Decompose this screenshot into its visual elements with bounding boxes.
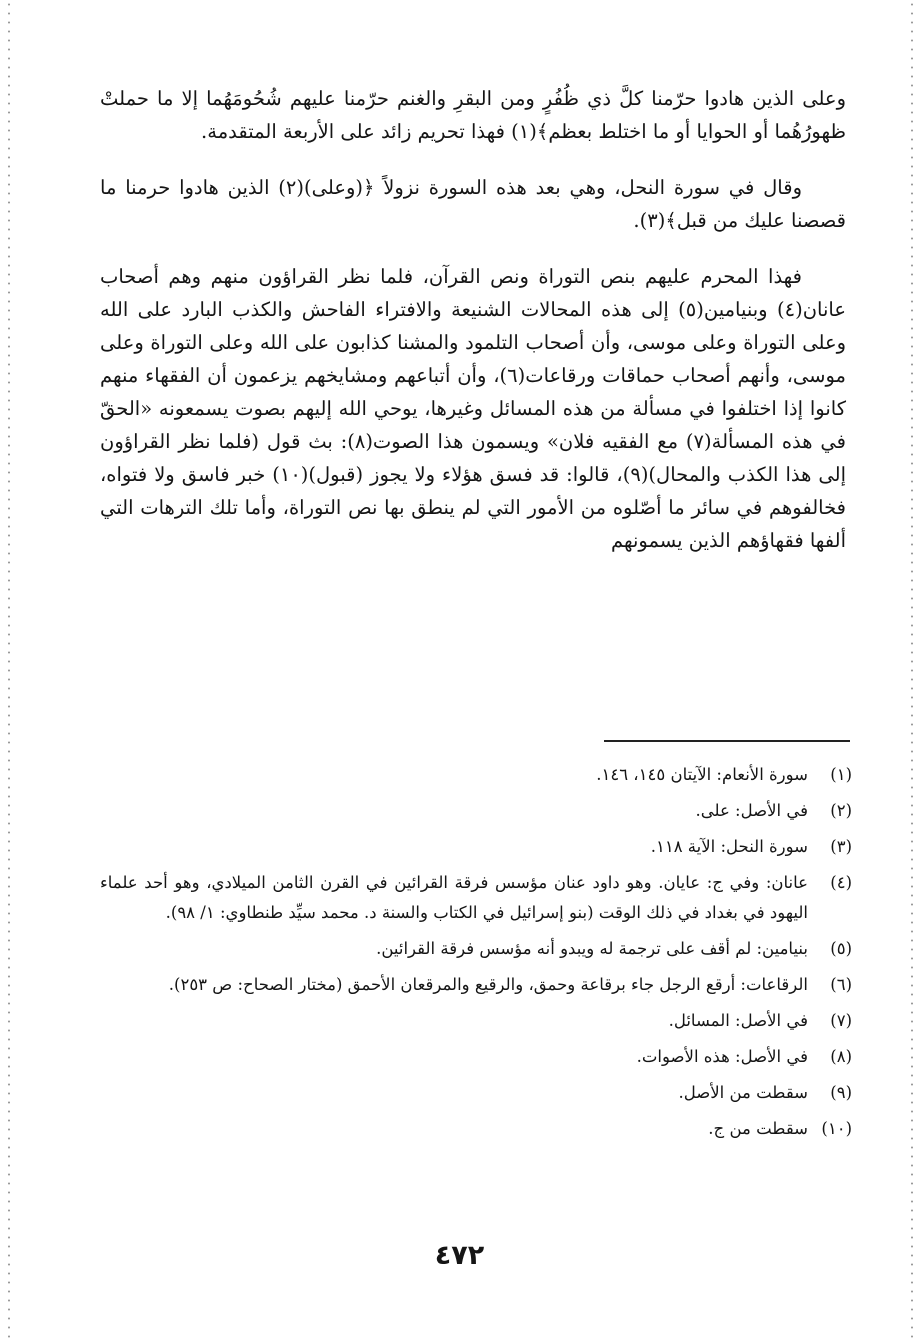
footnote: [100, 970, 852, 1000]
footnote: [100, 1078, 852, 1108]
footnote-text: في الأصل: هذه الأصوات.: [636, 1047, 808, 1066]
footnote-number: (٨): [830, 1047, 852, 1066]
footnote-number: (١): [830, 765, 852, 784]
footnote-separator: [604, 740, 850, 742]
footnote-number: (١٠): [821, 1119, 852, 1138]
footnote-text: سقطت من ج.: [708, 1119, 808, 1138]
paragraph: وعلى الذين هادوا حرّمنا كلَّ ذي ظُفُرٍ ومن البقرِ والغنم حرّمنا عليهم شُحُومَهُما إلا ما حملتْ ظهورُهُما أو الحوايا أو ما اختلط بعظم﴾(١) فهذا تحريم زائد على الأربعة المتقدمة.: [100, 87, 846, 143]
scan-edge-right: [911, 0, 913, 1344]
footnote-text: بنيامين: لم أقف على ترجمة له ويبدو أنه مؤسس فرقة القرائين.: [376, 939, 808, 958]
footnote-text: سورة النحل: الآية ١١٨.: [650, 837, 808, 856]
footnote: [100, 832, 852, 862]
footnote: [100, 1114, 852, 1144]
footnote: [100, 934, 852, 964]
footnote-text: الرقاعات: أرقع الرجل جاء برقاعة وحمق، والرقيع والمرقعان الأحمق (مختار الصحاح: ص ٢٥٣).: [168, 975, 808, 994]
footnote: [100, 796, 852, 826]
footnote-text: سقطت من الأصل.: [678, 1083, 808, 1102]
footnote: [100, 868, 852, 928]
footnote-number: (٩): [830, 1083, 852, 1102]
paragraph: فهذا المحرم عليهم بنص التوراة ونص القرآن، فلما نظر القراؤون منهم وهم أصحاب عانان(٤) وبنيامين(٥) إلى هذه المحالات الشنيعة والافتراء الفاحش والكذب البارد على الله وعلى التوراة وعلى موسى، وأن أصحاب التلمود والمشنا كذابون على الله وعلى التوراة وعلى موسى، وأنهم أصحاب حماقات ورقاعات(٦)، وأن أتباعهم ومشايخهم يزعمون أن الفقهاء منهم كانوا إذا اختلفوا في مسألة من هذه المسائل وغيرها، يوحي الله إليهم بصوت يسمعونه «الحقّ في هذه المسألة(٧) مع الفقيه فلان» ويسمون هذا الصوت(٨): بث قول (فلما نظر القراؤون إلى هذا الكذب والمحال)(٩)، قالوا: قد فسق هؤلاء ولا يجوز (قبول)(١٠) خبر فاسق ولا فتواه، فخالفوهم في سائر ما أصّلوه من الأمور التي لم ينطق بها نص التوراة، وأما تلك الترهات التي ألفها فقهاؤهم الذين يسمونهم: [100, 265, 846, 552]
page-number: ٤٧٢: [434, 1240, 485, 1271]
footnote-number: (٤): [830, 873, 852, 892]
footnotes-list: [100, 760, 852, 1150]
footnote: [100, 760, 852, 790]
footnote-number: (٦): [830, 975, 852, 994]
footnote: [100, 1006, 852, 1036]
footnote: [100, 1042, 852, 1072]
main-text: [100, 82, 846, 580]
footnote-number: (٢): [830, 801, 852, 820]
footnote-text: سورة الأنعام: الآيتان ١٤٥، ١٤٦.: [596, 765, 808, 784]
footnote-number: (٧): [830, 1011, 852, 1030]
scan-edge-left: [8, 0, 10, 1344]
footnote-text: عانان: وفي ج: عايان. وهو داود عنان مؤسس فرقة القرائين في القرن الثامن الميلادي، وهو أحد علماء اليهود في بغداد في ذلك الوقت (بنو إسرائيل في الكتاب والسنة د. محمد سيِّد طنطاوي: ١/ ٩٨).: [100, 873, 808, 922]
paragraph: وقال في سورة النحل، وهي بعد هذه السورة نزولاً ﴿(وعلى)(٢) الذين هادوا حرمنا ما قصصنا عليك من قبل﴾(٣).: [100, 176, 846, 232]
footnote-number: (٥): [830, 939, 852, 958]
footnote-text: في الأصل: المسائل.: [668, 1011, 808, 1030]
footnote-text: في الأصل: على.: [695, 801, 808, 820]
footnote-number: (٣): [830, 837, 852, 856]
